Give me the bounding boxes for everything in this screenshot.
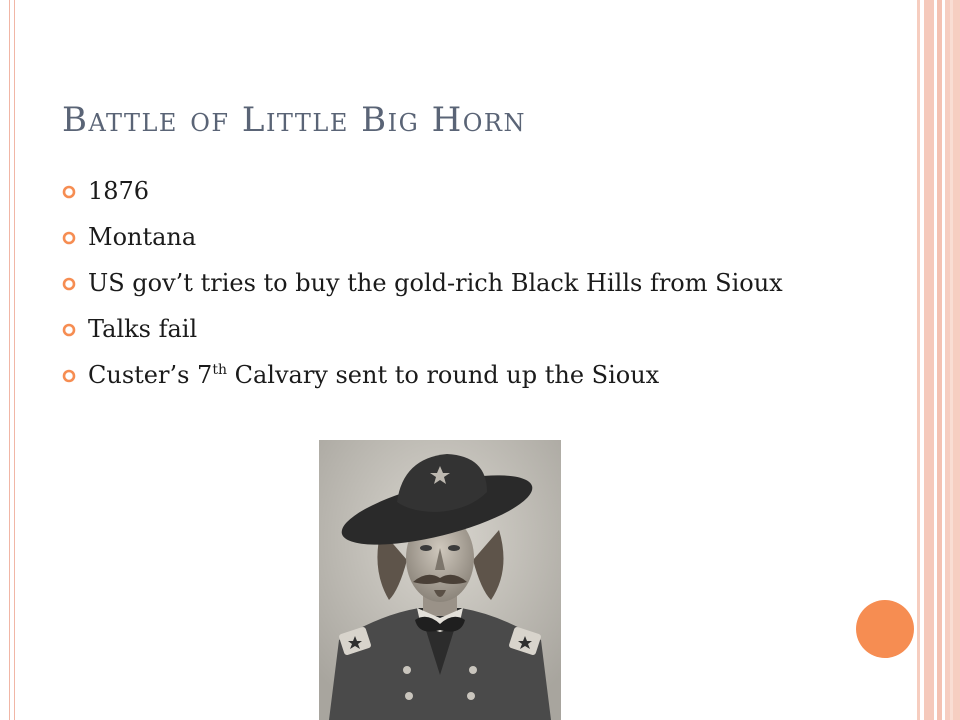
bullet-text-start: Custer’s 7 <box>88 361 213 389</box>
portrait-photo-icon <box>319 440 561 720</box>
bullet-item <box>62 223 822 252</box>
bullet-item <box>62 361 822 390</box>
bullet-text: Talks fail <box>88 315 198 343</box>
decorative-orange-circle <box>856 600 914 658</box>
ring-bullet-icon <box>62 323 76 337</box>
portrait-photo <box>319 440 561 720</box>
superscript: th <box>212 362 227 378</box>
right-border-stripe <box>937 0 942 720</box>
bullet-item <box>62 315 822 344</box>
bullet-text-end: Calvary sent to round up the Sioux <box>226 361 660 389</box>
slide-title: Battle of Little Big Horn <box>62 100 526 140</box>
bullet-text: 1876 <box>88 177 150 205</box>
right-border-stripe <box>924 0 934 720</box>
bullet-text: US gov’t tries to buy the gold-rich Black Hills from Sioux <box>88 269 783 297</box>
bullet-item <box>62 269 822 298</box>
ring-bullet-icon <box>62 185 76 199</box>
ring-bullet-icon <box>62 231 76 245</box>
left-border-line <box>14 0 15 720</box>
bullet-item <box>62 177 822 206</box>
right-border-stripe <box>917 0 920 720</box>
ring-bullet-icon <box>62 277 76 291</box>
bullet-text: Montana <box>88 223 197 251</box>
left-border-line <box>9 0 10 720</box>
ring-bullet-icon <box>62 369 76 383</box>
right-border-stripe <box>950 0 953 720</box>
bullet-list <box>62 177 822 407</box>
